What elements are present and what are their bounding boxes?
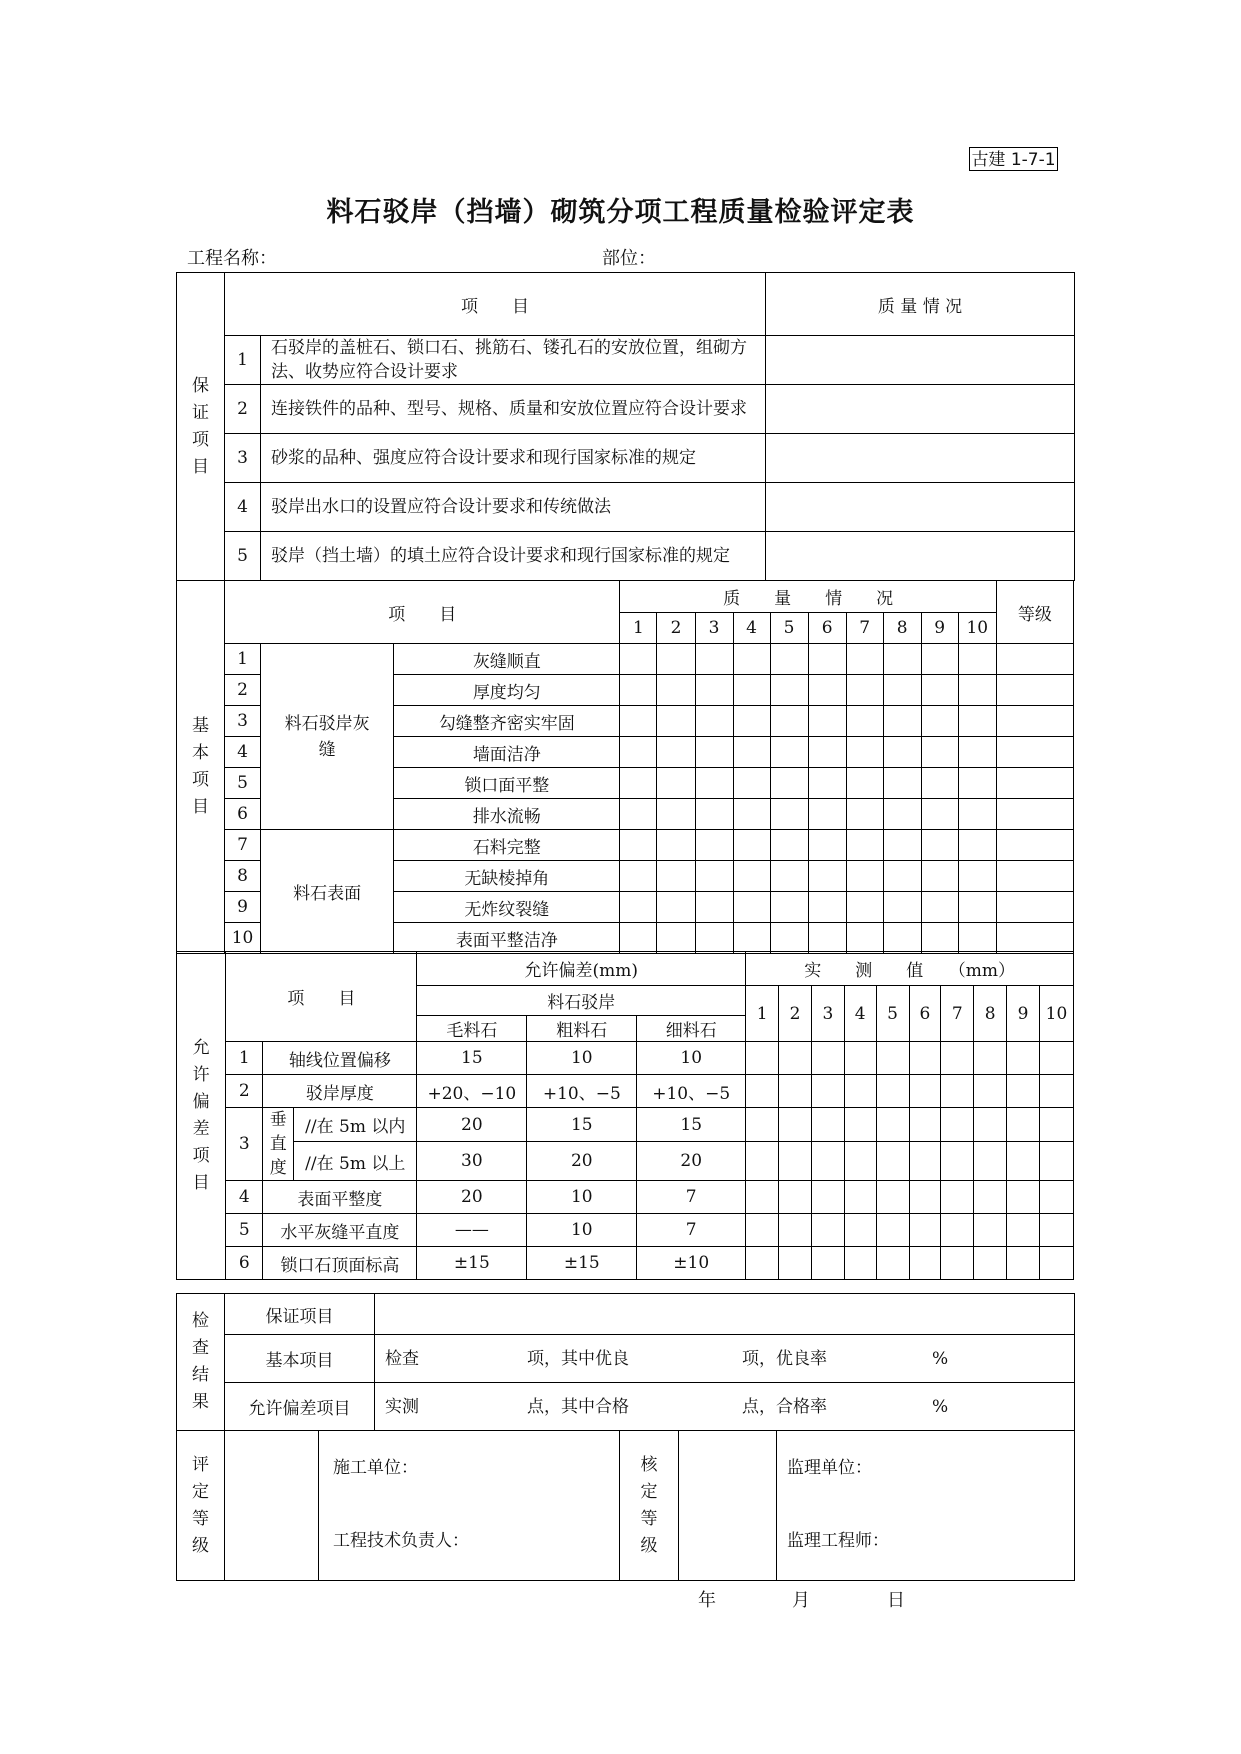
guarantee-table [176, 272, 1075, 581]
page-title: 料石驳岸（挡墙）砌筑分项工程质量检验评定表 [326, 197, 915, 228]
tolerance-col-material: 料石驳岸 [417, 986, 746, 1016]
construction-unit-label: 施工单位： [333, 1458, 418, 1478]
vertical-label: 垂直度 [263, 1108, 294, 1181]
quality-cell[interactable] [766, 385, 1075, 434]
guarantee-col-item: 项 目 [225, 273, 766, 336]
guarantee-section-label: 保证项目 [177, 273, 225, 581]
tech-leader-label: 工程技术负责人： [333, 1531, 469, 1551]
tolerance-row: 4 表面平整度 20 10 7 [177, 1181, 1074, 1214]
construction-unit-cell[interactable] [319, 1431, 620, 1581]
basic-row: 7 料石表面 石料完整 [177, 830, 1074, 861]
basic-row: 3 勾缝整齐密实牢固 [177, 706, 1074, 737]
form-code: 古建 1-7-1 [969, 147, 1058, 171]
quality-cell[interactable] [766, 434, 1075, 483]
basic-col-quality: 质 量 情 况 [620, 581, 996, 613]
quality-cell[interactable] [766, 532, 1075, 581]
basic-row: 8 无缺棱掉角 [177, 861, 1074, 892]
basic-table: 基本项目 项 目 质 量 情 况 等级 1 2 3 4 5 6 7 8 9 10 1 料石驳岸灰缝 灰缝顺直 2 厚度均匀 3 勾缝整齐密实牢固 4 墙面洁净 5 锁口面平整 6 排水流畅 7 料石表面 石料完整 8 无缺棱掉角 9 无炸纹裂缝 10 表面平整洁净 [176, 580, 1074, 954]
date-year: 年 [698, 1590, 716, 1611]
tolerance-col-allow: 允许偏差(mm) [417, 952, 746, 986]
basic-row: 5 锁口面平整 [177, 768, 1074, 799]
guarantee-row: 4 驳岸出水口的设置应符合设计要求和传统做法 [177, 483, 1075, 532]
supervision-cell[interactable] [777, 1431, 1075, 1581]
basic-section-label: 基本项目 [177, 581, 225, 954]
tolerance-row: 5 水平灰缝平直度 —— 10 7 [177, 1214, 1074, 1247]
result-section-label: 检查结果 [177, 1294, 225, 1431]
tolerance-table: 允许偏差项目 项 目 允许偏差(mm) 实 测 值 （mm） 料石驳岸 1 2 3 4 5 6 7 8 9 10 毛料石 粗料石 细料石 1 轴线位置偏移 15 10 10 2 驳岸厚度 +20、−10 +10、−5 +10、−5 3 垂直度 //在 5m 以内 20 15 15 //在 5m 以上 30 20 20 4 表面平整度 20 10 7 5 水平灰缝平直度 —— 10 7 6 锁口石顶面标高 ±15 ±15 ±10 [176, 951, 1074, 1280]
guarantee-row: 1 石驳岸的盖桩石、锁口石、挑筋石、镂孔石的安放位置，组砌方法、收势应符合设计要求 [177, 336, 1075, 385]
location-label: 部位： [602, 248, 656, 269]
tolerance-row: 3 垂直度 //在 5m 以内 20 15 15 [177, 1108, 1074, 1142]
basic-row: 9 无炸纹裂缝 [177, 892, 1074, 923]
guarantee-row: 3 砂浆的品种、强度应符合设计要求和现行国家标准的规定 [177, 434, 1075, 483]
tolerance-col-item: 项 目 [226, 952, 417, 1042]
quality-cell[interactable] [766, 483, 1075, 532]
basic-row: 6 排水流畅 [177, 799, 1074, 830]
tolerance-row: 1 轴线位置偏移 15 10 10 [177, 1042, 1074, 1075]
tolerance-section-label: 允许偏差项目 [177, 952, 226, 1280]
guarantee-row: 5 驳岸（挡土墙）的填土应符合设计要求和现行国家标准的规定 [177, 532, 1075, 581]
guarantee-row: 2 连接铁件的品种、型号、规格、质量和安放位置应符合设计要求 [177, 385, 1075, 434]
result-basic-label: 基本项目 [225, 1335, 375, 1383]
date-month: 月 [792, 1590, 810, 1611]
guarantee-col-quality: 质 量 情 况 [766, 273, 1075, 336]
result-table [176, 1293, 1075, 1431]
result-tol-label: 允许偏差项目 [225, 1383, 375, 1431]
assessment-grade-cell[interactable] [225, 1431, 319, 1581]
group-label: 料石驳岸灰缝 [261, 644, 394, 830]
basic-row: 4 墙面洁净 [177, 737, 1074, 768]
result-guarantee-label: 保证项目 [225, 1294, 375, 1335]
basic-col-grade: 等级 [996, 581, 1073, 644]
supervisor-label: 监理工程师： [787, 1531, 889, 1551]
result-guarantee-value[interactable] [375, 1294, 1075, 1335]
tolerance-col-measured: 实 测 值 （mm） [746, 952, 1074, 986]
verify-grade-cell[interactable] [679, 1431, 777, 1581]
assessment-table [176, 1430, 1075, 1581]
basic-row: 1 料石驳岸灰缝 灰缝顺直 [177, 644, 1074, 675]
basic-row: 10 表面平整洁净 [177, 923, 1074, 954]
tolerance-row: 6 锁口石顶面标高 ±15 ±15 ±10 [177, 1247, 1074, 1280]
quality-cell[interactable] [766, 336, 1075, 385]
tolerance-row: 2 驳岸厚度 +20、−10 +10、−5 +10、−5 [177, 1075, 1074, 1108]
result-basic-text[interactable]: 检查 项，其中优良 项，优良率 % [375, 1335, 1075, 1383]
date-day: 日 [887, 1590, 905, 1611]
supervision-unit-label: 监理单位： [787, 1458, 872, 1478]
tolerance-row: //在 5m 以上 30 20 20 [177, 1142, 1074, 1181]
project-name-label: 工程名称： [187, 248, 277, 269]
basic-row: 2 厚度均匀 [177, 675, 1074, 706]
verify-section-label: 核定等级 [620, 1431, 679, 1581]
group-label: 料石表面 [261, 830, 394, 954]
result-tol-text[interactable]: 实测 点，其中合格 点，合格率 % [375, 1383, 1075, 1431]
assessment-section-label: 评定等级 [177, 1431, 225, 1581]
basic-col-item: 项 目 [225, 581, 620, 644]
